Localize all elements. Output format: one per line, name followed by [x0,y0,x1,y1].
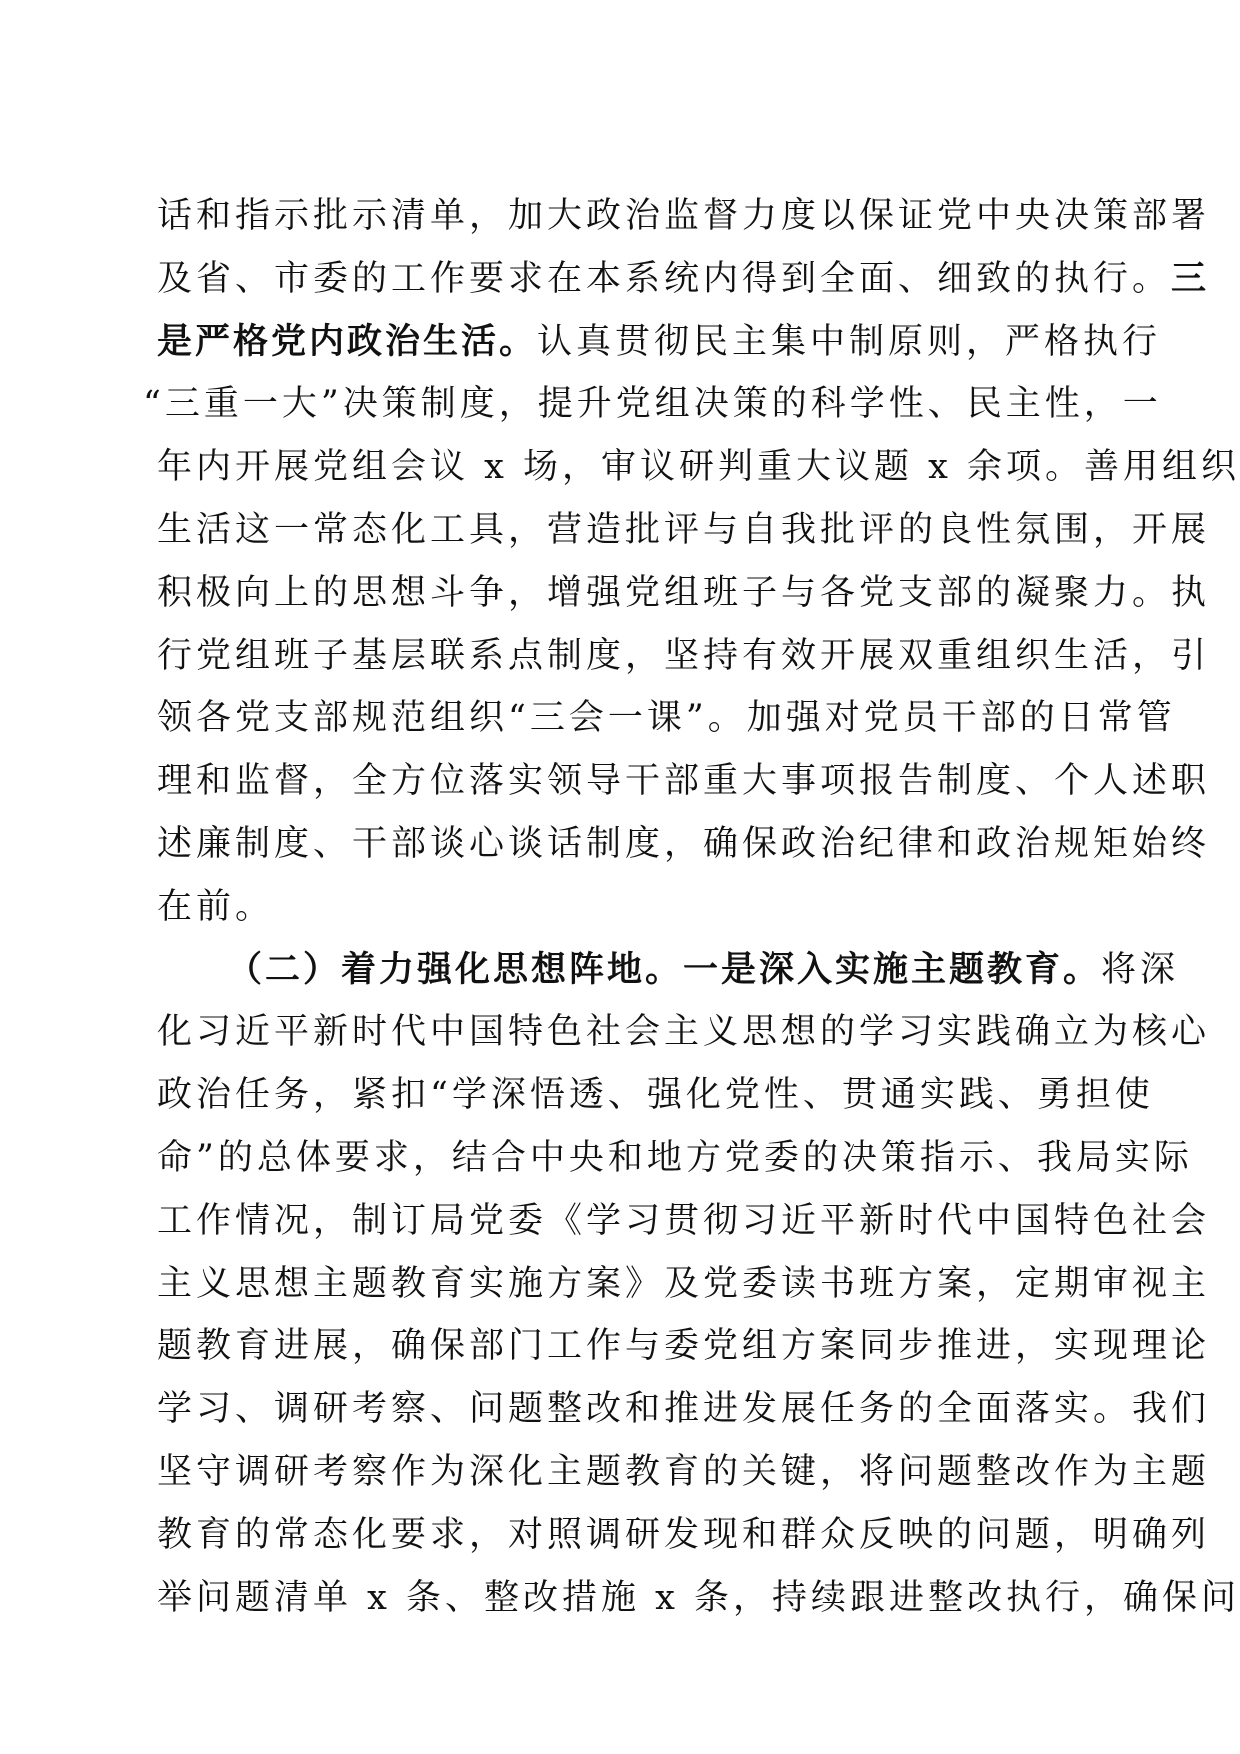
text-line [157,248,1210,311]
text-line: 积极向上的思想斗争，增强党组班子与各党支部的凝聚力。执 [157,572,1211,613]
text-run: 认真贯彻民主集中制原则，严格执行 [537,321,1162,362]
text-line: 在前。 [157,886,275,927]
text-line: 领各党支部规范组织“三会一课”。加强对党员干部的日常管 [157,698,1176,739]
section-heading: （二）着力强化思想阵地。一是深入实施主题教育。 [227,949,1102,990]
bold-heading-run: 是严格党内政治生活。 [157,321,538,362]
body-text [143,185,1240,1629]
text-line: 行党组班子基层联系点制度，坚持有效开展双重组织生活，引 [157,635,1211,676]
text-line: 述廉制度、干部谈心谈话制度，确保政治纪律和政治规矩始终 [157,823,1211,864]
text-run: 及省、市委的工作要求在本系统内得到全面、细致的执行。 [157,258,1172,299]
text-line: 教育的常态化要求，对照调研发现和群众反映的问题，明确列 [157,1514,1211,1555]
text-line: 生活这一常态化工具，营造批评与自我批评的良性氛围，开展 [157,509,1211,550]
text-line: 话和指示批示清单，加大政治监督力度以保证党中央决策部署 [157,196,1211,236]
text-line [157,311,1162,374]
text-line: 命”的总体要求，结合中央和地方党委的决策指示、我局实际 [157,1137,1193,1178]
text-line: 举问题清单 x 条、整改措施 x 条，持续跟进整改执行，确保问 [157,1577,1240,1618]
text-line: 题教育进展，确保部门工作与委党组方案同步推进，实现理论 [157,1326,1211,1367]
text-line: “三重一大”决策制度，提升党组决策的科学性、民主性，一 [143,384,1162,425]
section-heading-line [157,939,1180,1002]
text-line: 学习、调研考察、问题整改和推进发展任务的全面落实。我们 [157,1389,1211,1430]
text-line: 主义思想主题教育实施方案》及党委读书班方案，定期审视主 [157,1263,1211,1304]
text-line: 理和监督，全方位落实领导干部重大事项报告制度、个人述职 [157,761,1211,802]
text-line: 化习近平新时代中国特色社会主义思想的学习实践确立为核心 [157,1012,1211,1053]
bold-heading-run: 三 [1171,258,1210,299]
text-line: 坚守调研考察作为深化主题教育的关键，将问题整改作为主题 [157,1451,1211,1492]
text-line: 工作情况，制订局党委《学习贯彻习近平新时代中国特色社会 [157,1200,1211,1241]
text-line: 年内开展党组会议 x 场，审议研判重大议题 x 余项。善用组织 [157,447,1240,488]
text-line: 政治任务，紧扣“学深悟透、强化党性、贯通实践、勇担使 [157,1075,1154,1116]
text-run: 将深 [1101,949,1180,990]
